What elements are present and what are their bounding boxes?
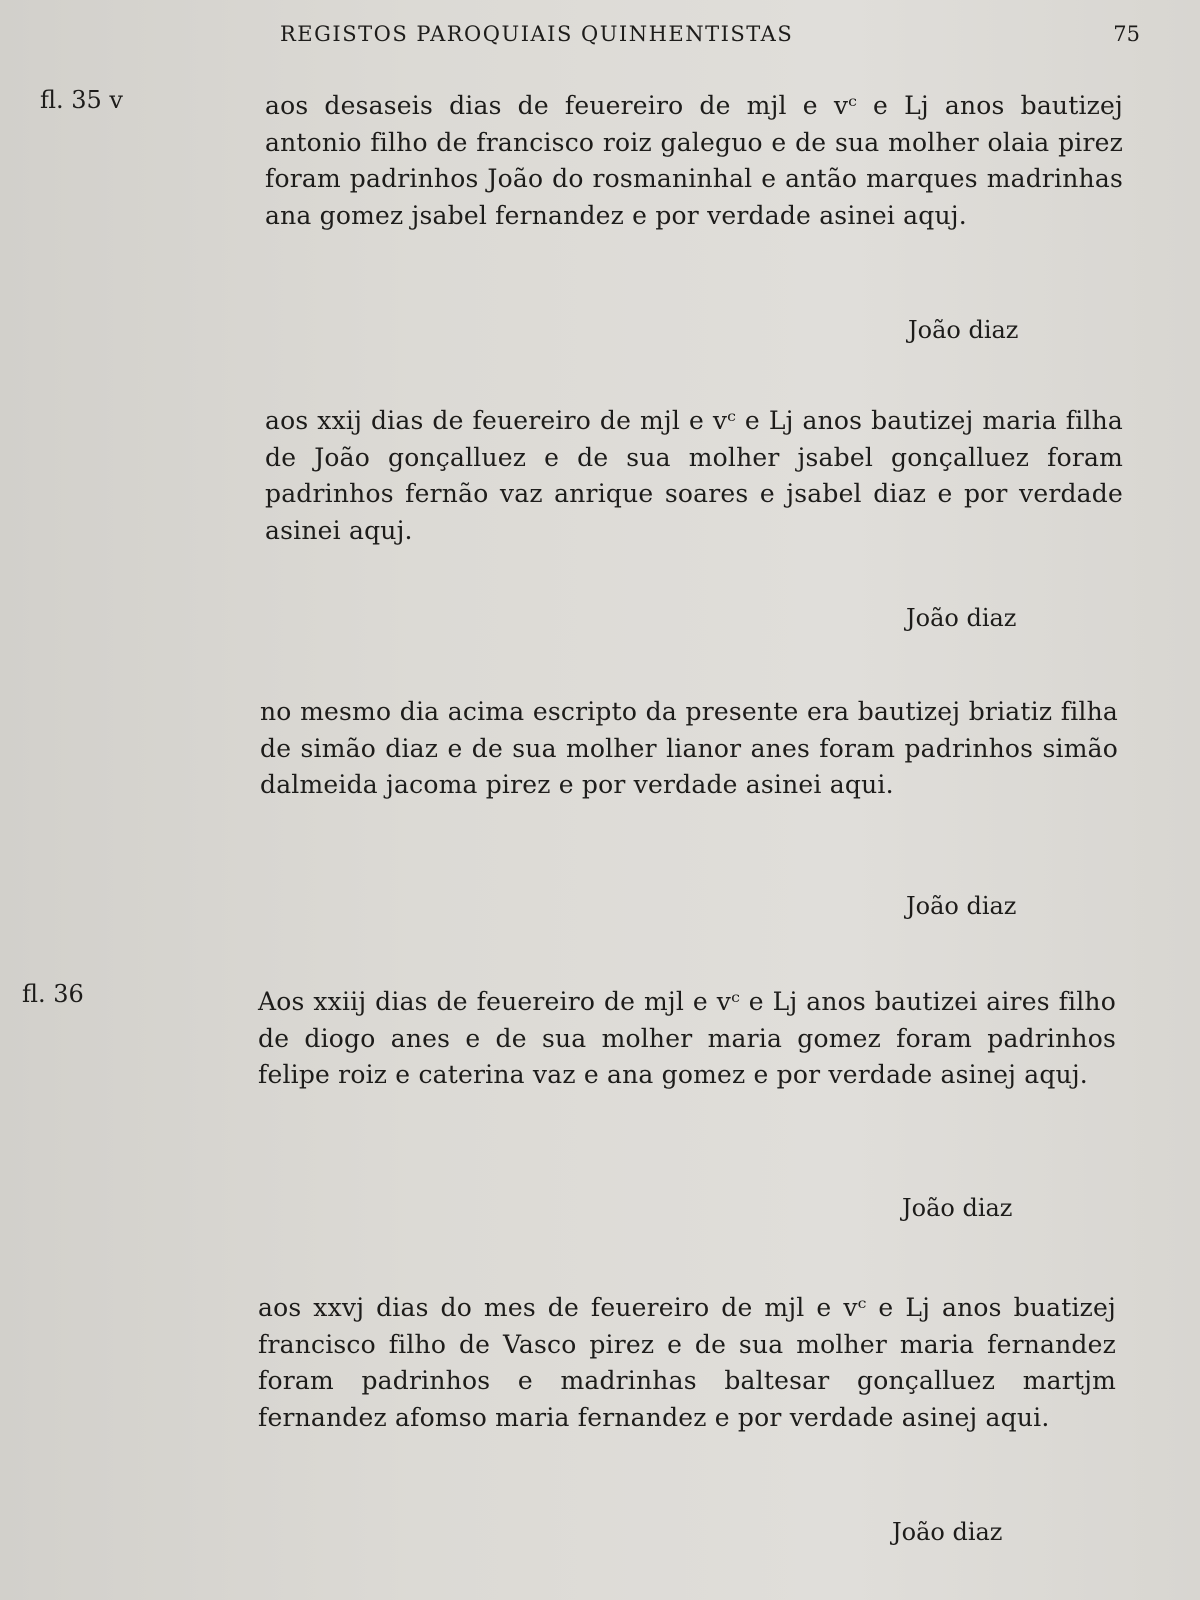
running-title: REGISTOS PAROQUIAIS QUINHENTISTAS <box>280 22 794 46</box>
signature: João diaz <box>902 1194 1013 1222</box>
signature: João diaz <box>892 1518 1003 1546</box>
folio-marker: fl. 36 <box>22 980 84 1008</box>
signature: João diaz <box>908 316 1019 344</box>
page-number: 75 <box>1113 22 1140 46</box>
folio-marker: fl. 35 v <box>40 86 123 114</box>
entry-text: Aos xxiij dias de feuereiro de mjl e vᶜ e Lj anos bautizei aires filho de diogo anes e de sua molher maria gomez foram padrinhos felipe roiz e caterina vaz e ana gomez e por verdade asinej aquj. <box>258 987 1116 1089</box>
entry-text: aos xxvj dias do mes de feuereiro de mjl e vᶜ e Lj anos buatizej francisco filho de Vasco pirez e de sua molher maria fernandez foram padrinhos e madrinhas baltesar gonçalluez martjm fernandez afomso maria fernandez e por verdade asinej aqui. <box>258 1293 1116 1432</box>
signature: João diaz <box>906 892 1017 920</box>
entry-text: no mesmo dia acima escripto da presente era bautizej briatiz filha de simão diaz e de sua molher lianor anes foram padrinhos simão dalmeida jacoma pirez e por verdade asinei aqui. <box>260 697 1118 799</box>
signature: João diaz <box>906 604 1017 632</box>
entry-text: aos xxij dias de feuereiro de mjl e vᶜ e Lj anos bautizej maria filha de João gonçalluez e de sua molher jsabel gonçalluez foram padrinhos fernão vaz anrique soares e jsabel diaz e por verdade asinei aquj. <box>265 406 1123 545</box>
page-header <box>280 22 1140 58</box>
entry-text: aos desaseis dias de feuereiro de mjl e vᶜ e Lj anos bautizej antonio filho de francisco roiz galeguo e de sua molher olaia pirez foram padrinhos João do rosmaninhal e antão marques madrinhas ana gomez jsabel fernandez e por verdade asinei aquj. <box>265 91 1123 230</box>
